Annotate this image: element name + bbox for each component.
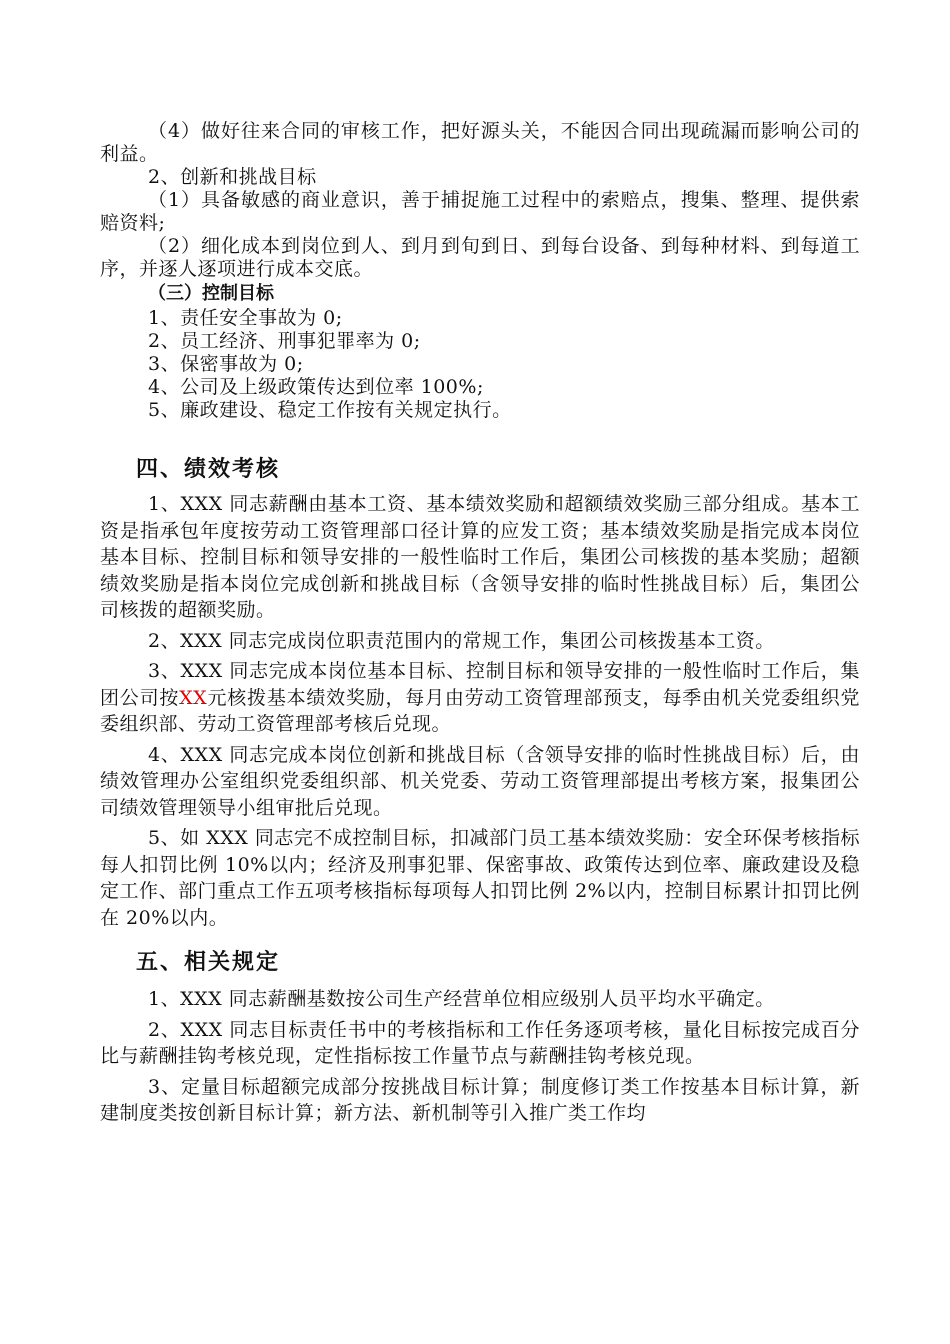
control-item: 3、保密事故为 0; xyxy=(148,353,304,375)
section-title-performance: 四、绩效考核 xyxy=(136,457,281,482)
document-body xyxy=(100,120,860,1131)
paragraph-salary-base: 1、XXX 同志薪酬基数按公司生产经营单位相应级别人员平均水平确定。 xyxy=(148,988,775,1010)
section-title-regulations: 五、相关规定 xyxy=(136,950,281,975)
text-segment: 3、XXX 同志完成本岗位基本目标、控制目标和领导安排的一般性临时工作后，集团公司按 xyxy=(100,660,860,709)
paragraph-excess-bonus: 4、XXX 同志完成本岗位创新和挑战目标（含领导安排的临时性挑战目标）后，由绩效管理办公室组织党委组织部、机关党委、劳动工资管理部提出考核方案，报集团公司绩效管理领导小组审批后兑现。 xyxy=(100,743,860,819)
control-item: 4、公司及上级政策传达到位率 100%; xyxy=(148,376,484,398)
control-item: 1、责任安全事故为 0; xyxy=(148,307,343,329)
item-innovation-goals: 2、创新和挑战目标 xyxy=(148,166,317,188)
spacer xyxy=(100,483,860,491)
control-item: 5、廉政建设、稳定工作按有关规定执行。 xyxy=(148,399,512,421)
paragraph-contract-review: （4）做好往来合同的审核工作，把好源头关，不能因合同出现疏漏而影响公司的利益。 xyxy=(100,120,860,165)
paragraph-assessment: 2、XXX 同志目标责任书中的考核指标和工作任务逐项考核，量化目标按完成百分比与薪酬挂钩考核兑现，定性指标按工作量节点与薪酬挂钩考核兑现。 xyxy=(100,1018,860,1067)
spacer xyxy=(100,976,860,986)
paragraph-deductions: 5、如 XXX 同志完不成控制目标，扣减部门员工基本绩效奖励：安全环保考核指标每人扣罚比例 10%以内；经济及刑事犯罪、保密事故、政策传达到位率、廉政建设及稳定工作、部门重点工作五项考核指标每项每人扣罚比例 2%以内，控制目标累计扣罚比例在 20%以内。 xyxy=(100,827,860,929)
item-innovation-1: （1）具备敏感的商业意识，善于捕捉施工过程中的索赔点，搜集、整理、提供索赔资料; xyxy=(100,189,860,234)
paragraph-basic-bonus xyxy=(100,658,860,738)
control-goals-heading: （三）控制目标 xyxy=(148,283,274,304)
spacer xyxy=(100,935,860,945)
paragraph-basic-salary: 2、XXX 同志完成岗位职责范围内的常规工作，集团公司核拨基本工资。 xyxy=(148,629,775,652)
control-item: 2、员工经济、刑事犯罪率为 0; xyxy=(148,330,421,352)
spacer xyxy=(100,422,860,452)
text-segment: 元核拨基本绩效奖励，每月由劳动工资管理部预支，每季由机关党委组织党委组织部、劳动工资管理部考核后兑现。 xyxy=(100,686,860,735)
item-innovation-2: （2）细化成本到岗位到人、到月到旬到日、到每台设备、到每种材料、到每道工序，并逐人逐项进行成本交底。 xyxy=(100,235,860,280)
paragraph-quantitative-goals: 3、定量目标超额完成部分按挑战目标计算；制度修订类工作按基本目标计算，新建制度类按创新目标计算；新方法、新机制等引入推广类工作均 xyxy=(100,1075,860,1124)
highlight-amount: XX xyxy=(179,686,208,709)
paragraph-salary-structure: 1、XXX 同志薪酬由基本工资、基本绩效奖励和超额绩效奖励三部分组成。基本工资是指承包年度按劳动工资管理部口径计算的应发工资；基本绩效奖励是指完成本岗位基本目标、控制目标和领导安排的一般性临时工作后，集团公司核拨的基本奖励；超额绩效奖励是指本岗位完成创新和挑战目标（含领导安排的临时性挑战目标）后，集团公司核拨的超额奖励。 xyxy=(100,493,860,621)
